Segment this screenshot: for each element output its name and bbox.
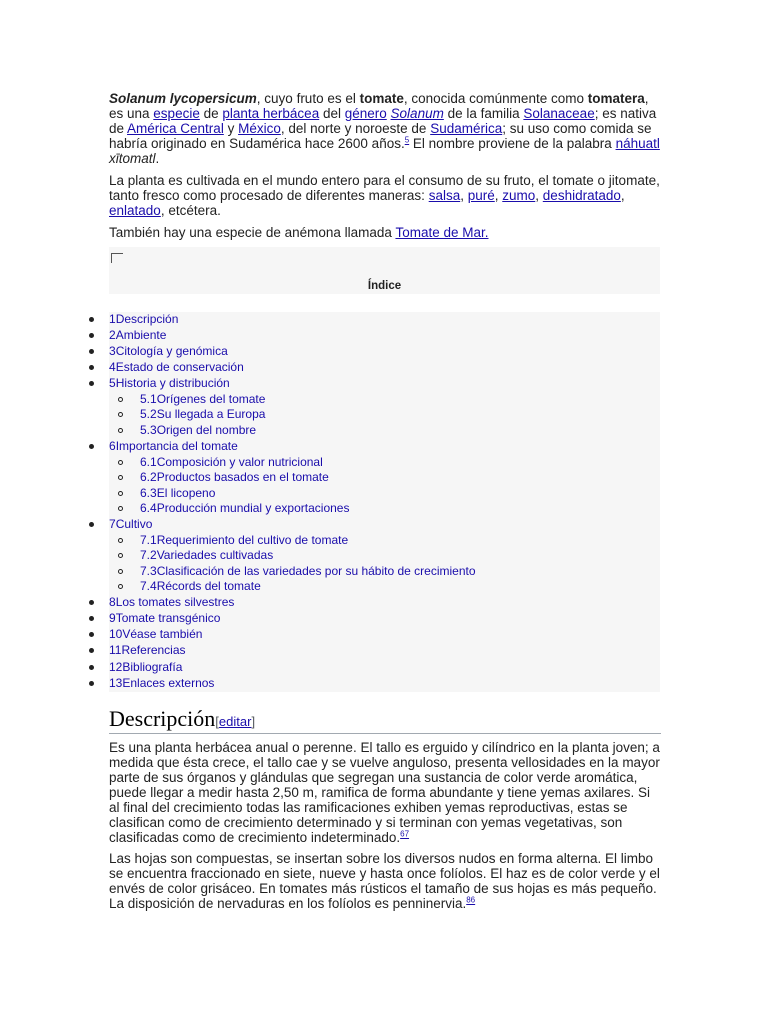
toc-subbullet [118,553,123,558]
toc-subbullet [118,506,123,511]
toc-item-link[interactable]: Producción mundial y exportaciones [156,501,350,515]
bold-tomate: tomate [359,91,404,106]
text: . [155,151,160,166]
text: La planta es cultivada en el mundo entero para el consumo de su fruto, el tomate o jitomate, tanto fresco como procesado de diferentes maneras: [109,173,660,203]
text: y [223,121,239,136]
toc-item[interactable] [140,392,265,407]
toc-bullet [89,665,94,670]
toc-item[interactable] [109,660,182,675]
toc-list [109,312,660,692]
text: ; es nativa de [109,106,657,136]
text: Es una planta herbácea anual o perenne. El tallo es erguido y cilíndrico en la planta joven; a medida que ésta crece, el tallo cae y se vuelve anguloso, presenta vellosidades en la mayor parte de sus órganos y glándulas que segregan una sustancia de color verde aromática, puede llegar a medir hasta 2,50 m, ramifica de forma abundante y tiene yemas axilares. Si al final del crecimiento todas las ramificaciones exhiben yemas reproductivas, estas se clasifican como de crecimiento determinado y si terminan con yemas vegetativas, son clasificadas como de crecimiento indeterminado. [109,740,660,845]
toc-item[interactable] [140,407,265,422]
article-content [109,91,661,911]
toc-item-number: 11 [109,643,122,657]
toc-item-link[interactable]: Clasificación de las variedades por su hábito de crecimiento [156,564,476,578]
toc-bullet [89,600,94,605]
toc-bullet [89,349,94,354]
text: , etcétera. [160,203,221,218]
link-enlatado[interactable]: enlatado [109,203,161,218]
bold-tomatera: tomatera [587,91,645,106]
toc-item[interactable] [140,548,273,563]
toc-item-number: 5.2 [140,407,157,421]
text: , [620,188,625,203]
toc-item[interactable] [109,595,234,610]
toc-item[interactable] [140,564,476,579]
bracket: [ [215,714,219,729]
link-sudamerica[interactable]: Sudamérica [430,121,503,136]
anemone-paragraph [109,225,661,240]
toc-subbullet [118,460,123,465]
edit-section [215,714,255,729]
link-genero[interactable]: género [344,106,387,121]
toc-item[interactable] [109,611,220,626]
toc-item[interactable] [140,533,348,548]
toc-item[interactable] [109,643,186,658]
text: También hay una especie de anémona llamada [109,225,396,240]
text: , del norte y noroeste de [280,121,431,136]
toc-item-link[interactable]: Ambiente [115,328,167,342]
toc-item-link[interactable]: Estado de conservación [115,360,244,374]
toc-item-number: 10 [109,627,123,641]
toc-item-link[interactable]: Requerimiento del cultivo de tomate [156,533,349,547]
toc-item-link[interactable]: Referencias [121,643,186,657]
toc-bullet [89,365,94,370]
toc-item-number: 8 [109,595,116,609]
section-title: Descripción [109,706,216,731]
link-zumo[interactable]: zumo [502,188,536,203]
toc-item-link[interactable]: Historia y distribución [115,376,230,390]
link-tomate-de-mar[interactable]: Tomate de Mar. [395,225,489,240]
toc-item-link[interactable]: Bibliografía [122,660,183,674]
toc-subbullet [118,428,123,433]
toc-item-link[interactable]: Cultivo [115,517,153,531]
toc-item-number: 4 [109,360,116,374]
toc-item-link[interactable]: Composición y valor nutricional [156,455,323,469]
ref-86[interactable]: 86 [466,895,476,905]
text: de [199,106,223,121]
link-solanum-text: Solanum [390,106,444,121]
toc-subbullet [118,475,123,480]
toc-bullet [89,681,94,686]
toc-bullet [89,317,94,322]
text: El nombre proviene de la palabra [409,136,616,151]
toc-subbullet [118,491,123,496]
toc-item[interactable] [140,470,329,485]
toc-item-number: 6.2 [140,470,157,484]
toc-item-link[interactable]: Citología y genómica [115,344,228,358]
toc-item[interactable] [140,455,323,470]
toc-item-link[interactable]: Su llegada a Europa [156,407,266,421]
toc-item-link[interactable]: Récords del tomate [156,579,261,593]
bracket: ] [251,714,256,729]
toc-item-link[interactable]: Importancia del tomate [115,439,238,453]
toc-item-number: 1 [109,312,116,326]
toc-item-number: 7.3 [140,564,157,578]
toc-item[interactable] [109,439,238,454]
toc-item-number: 2 [109,328,116,342]
toc-item-number: 3 [109,344,116,358]
toc-item[interactable] [140,423,256,438]
toc-item-link[interactable]: Los tomates silvestres [115,595,235,609]
text: , [460,188,468,203]
toc-item-link[interactable]: Descripción [115,312,179,326]
edit-link[interactable]: editar [218,714,252,729]
link-salsa[interactable]: salsa [428,188,461,203]
toc-toggle-checkbox[interactable] [111,253,123,263]
description-body [109,740,661,917]
link-america-central[interactable]: América Central [127,121,224,136]
toc-item[interactable] [109,328,166,343]
toc-item[interactable] [109,676,214,691]
toc-item-number: 7.4 [140,579,157,593]
toc-bullet [89,333,94,338]
toc-item-number: 5.3 [140,423,157,437]
toc-item-link[interactable]: Productos basados en el tomate [156,470,329,484]
toc-item-number: 6 [109,439,116,453]
word-xitomatl: xītomatl [109,151,156,166]
link-planta-herbacea[interactable]: planta herbácea [222,106,320,121]
toc-subbullet [118,538,123,543]
ref-67[interactable]: 67 [400,829,410,839]
text: ; su uso como comida se habría originado en Sudamérica hace 2600 años. [109,121,652,151]
toc-item-number: 7.2 [140,548,157,562]
link-mexico[interactable]: México [238,121,281,136]
toc-item-number: 5 [109,376,116,390]
toc-item-number: 6.1 [140,455,157,469]
ref-5[interactable]: 5 [404,135,410,145]
toc-item[interactable] [109,627,202,642]
text: , es una [109,91,649,121]
text: , [494,188,503,203]
toc-item-link[interactable]: Orígenes del tomate [156,392,266,406]
toc-item-link[interactable]: Véase también [122,627,203,641]
toc-item[interactable] [109,312,178,327]
toc-subbullet [118,584,123,589]
toc-subbullet [118,569,123,574]
text: de la familia [443,106,524,121]
toc-header [109,247,660,294]
section-heading-descripcion [109,705,661,734]
link-deshidratado[interactable]: deshidratado [542,188,621,203]
text: , cuyo fruto es el [256,91,360,106]
species-name: Solanum lycopersicum [109,91,257,106]
toc-item-number: 7.1 [140,533,157,547]
toc-item-number: 12 [109,660,123,674]
toc-bullet [89,648,94,653]
description-paragraph-1 [109,740,661,845]
toc-title: Índice [367,280,402,292]
link-especie[interactable]: especie [153,106,200,121]
toc-item-number: 5.1 [140,392,157,406]
toc-item-link[interactable]: Origen del nombre [156,423,257,437]
toc-subbullet [118,397,123,402]
toc-item[interactable] [109,344,228,359]
toc-bullet [89,444,94,449]
link-nahuatl[interactable]: náhuatl [615,136,660,151]
toc-item-number: 9 [109,611,116,625]
toc-bullet [89,632,94,637]
toc-bullet [89,381,94,386]
toc-item[interactable] [109,517,152,532]
toc-item-number: 6.3 [140,486,157,500]
text: Las hojas son compuestas, se insertan sobre los diversos nudos en forma alterna. El limbo se encuentra fraccionado en siete, nueve y hasta once folíolos. El haz es de color verde y el envés de color grisáceo. En tomates más rústicos el tamaño de sus hojas es más pequeño. La disposición de nervaduras en los folíolos es penninervia. [109,851,660,911]
toc-item[interactable] [109,360,244,375]
toc-item-link[interactable]: Enlaces externos [122,676,215,690]
toc-item-number: 6.4 [140,501,157,515]
toc-item[interactable] [140,486,215,501]
toc-bullet [89,522,94,527]
text: , [535,188,543,203]
toc-item-link[interactable]: Variedades cultivadas [156,548,274,562]
description-paragraph-2 [109,851,661,911]
toc-item-link[interactable]: El licopeno [156,486,216,500]
text: , conocida comúnmente como [403,91,588,106]
toc-item-number: 13 [109,676,123,690]
link-solanaceae[interactable]: Solanaceae [523,106,595,121]
intro-paragraph [109,91,661,166]
toc-bullet [89,616,94,621]
link-solanum[interactable] [391,106,444,121]
toc-item[interactable] [109,376,230,391]
toc-subbullet [118,412,123,417]
link-pure[interactable]: puré [467,188,495,203]
toc-item[interactable] [140,501,349,516]
uses-paragraph [109,173,661,218]
toc-item-link[interactable]: Tomate transgénico [115,611,221,625]
toc-item-number: 7 [109,517,116,531]
text: del [319,106,345,121]
toc-item[interactable] [140,579,261,594]
